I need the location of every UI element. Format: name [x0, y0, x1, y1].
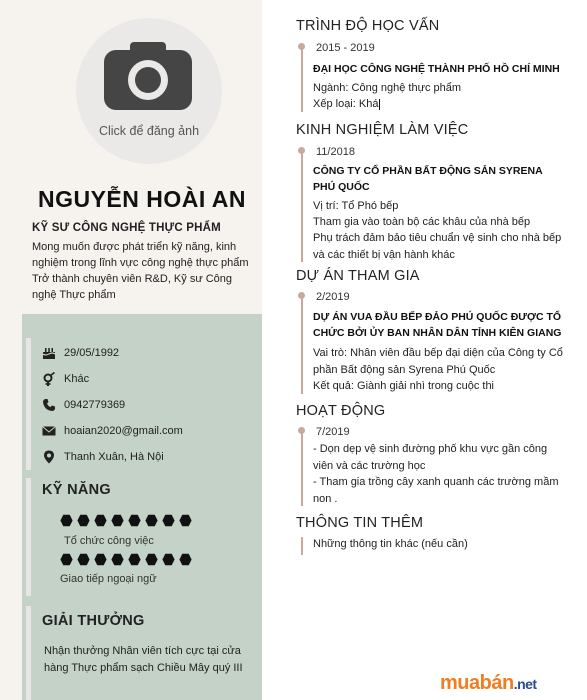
- phone-text: 0942779369: [64, 399, 126, 411]
- location-pin-icon: [42, 450, 56, 464]
- awards-heading: GIẢI THƯỞNG: [42, 613, 145, 629]
- activities-timeline-dot: [298, 427, 305, 434]
- skill-dot: [111, 553, 124, 566]
- camera-icon[interactable]: [104, 42, 192, 110]
- contact-address: [42, 444, 257, 470]
- extra-info-timeline: [301, 537, 303, 555]
- education-major: Ngành: Công nghệ thực phẩm: [313, 82, 462, 94]
- contact-phone: [42, 392, 257, 418]
- skill-dot: [60, 514, 73, 527]
- watermark-logo: muabán.net: [440, 672, 537, 694]
- award-description: Nhận thưởng Nhân viên tích cực tại cửa hàng Thực phẩm sạch Chiều Mây quý III: [44, 645, 243, 674]
- skill-dot: [128, 553, 141, 566]
- experience-date: 11/2018: [316, 146, 355, 158]
- cake-icon: [42, 346, 56, 360]
- text-cursor: [379, 99, 380, 110]
- activities-timeline: [301, 432, 303, 506]
- project-role: Vai trò: Nhân viên đầu bếp đại diện của Công ty Cổ phần Bất động sản Syrena Phú Quốc: [313, 347, 563, 376]
- extra-info-text: Những thông tin khác (nếu cần): [313, 538, 468, 550]
- experience-company: CÔNG TY CỔ PHẦN BẤT ĐỘNG SẢN SYRENA PHÚ QUỐC: [313, 165, 543, 193]
- skill-label-1: Tổ chức công việc: [64, 535, 154, 547]
- awards-divider: [26, 606, 31, 700]
- skills-heading: KỸ NĂNG: [42, 482, 111, 498]
- contact-divider: [26, 338, 31, 470]
- skill-dot: [145, 553, 158, 566]
- skill-dot: [128, 514, 141, 527]
- experience-position: Vị trí: Tổ Phó bếp: [313, 200, 399, 212]
- gender-text: Khác: [64, 373, 90, 385]
- projects-timeline: [301, 297, 303, 394]
- skill-dot: [111, 514, 124, 527]
- full-name: NGUYỄN HOÀI AN: [37, 186, 247, 212]
- skill-dot: [94, 553, 107, 566]
- project-result: Kết quả: Giành giải nhì trong cuộc thi: [313, 380, 495, 392]
- projects-date: 2/2019: [316, 291, 350, 303]
- activities-date: 7/2019: [316, 426, 350, 438]
- activity-item-2: - Tham gia trồng cây xanh quanh các trường mầm non .: [313, 476, 559, 505]
- education-date: 2015 - 2019: [316, 42, 375, 54]
- contact-birthday: [42, 340, 257, 366]
- contact-gender: [42, 366, 257, 392]
- education-timeline-dot: [298, 43, 305, 50]
- envelope-icon: [42, 424, 56, 438]
- skills-divider: [26, 478, 31, 596]
- experience-timeline: [301, 152, 303, 262]
- education-grade: Xếp loại: Khá: [313, 98, 379, 110]
- skill-dot: [77, 553, 90, 566]
- experience-heading: KINH NGHIỆM LÀM VIỆC: [296, 122, 469, 138]
- skill-rating-2: [60, 553, 192, 566]
- phone-icon: [42, 398, 56, 412]
- job-title: KỸ SƯ CÔNG NGHỆ THỰC PHẨM: [32, 222, 221, 234]
- experience-duty-2: Phụ trách đảm bảo tiêu chuẩn vệ sinh cho nhà bếp và các thiết bị vận hành khác: [313, 232, 562, 261]
- photo-upload-caption[interactable]: Click để đăng ảnh: [98, 124, 200, 138]
- skill-dot: [162, 553, 175, 566]
- activity-item-1: - Dọn dẹp vệ sinh đường phố khu vực gần công viên và các trường học: [313, 443, 548, 472]
- contact-email: [42, 418, 257, 444]
- contact-list: [42, 340, 257, 470]
- experience-duty-1: Tham gia vào toàn bộ các khâu của nhà bếp: [313, 216, 531, 228]
- experience-timeline-dot: [298, 147, 305, 154]
- address-text: Thanh Xuân, Hà Nội: [64, 451, 164, 463]
- skill-dot: [94, 514, 107, 527]
- skill-dot: [162, 514, 175, 527]
- skill-dot: [60, 553, 73, 566]
- skill-dot: [145, 514, 158, 527]
- skill-dot: [179, 553, 192, 566]
- skill-rating-1: [60, 514, 192, 527]
- email-text: hoaian2020@gmail.com: [64, 425, 183, 437]
- education-timeline: [301, 48, 303, 112]
- birthday-text: 29/05/1992: [64, 347, 120, 359]
- extra-info-heading: THÔNG TIN THÊM: [296, 515, 424, 531]
- skill-dot: [77, 514, 90, 527]
- projects-timeline-dot: [298, 292, 305, 299]
- project-name: DỰ ÁN VUA ĐẦU BẾP ĐẢO PHÚ QUỐC ĐƯỢC TỔ CHỨC BỞI ỦY BAN NHÂN DÂN TỈNH KIÊN GIANG: [313, 311, 562, 339]
- education-heading: TRÌNH ĐỘ HỌC VẤN: [296, 18, 440, 34]
- career-objective: Mong muốn được phát triển kỹ năng, kinh nghiệm trong lĩnh vực công nghệ thực phẩm Trở thành chuyên viên R&D, Kỹ sư Công nghệ Thực phẩm: [32, 241, 249, 301]
- activities-heading: HOẠT ĐỘNG: [296, 403, 386, 419]
- education-school: ĐẠI HỌC CÔNG NGHỆ THÀNH PHỐ HỒ CHÍ MINH: [313, 63, 560, 75]
- skill-dot: [179, 514, 192, 527]
- projects-heading: DỰ ÁN THAM GIA: [296, 268, 420, 284]
- gender-icon: [42, 372, 56, 386]
- skill-label-2: Giao tiếp ngoại ngữ: [60, 573, 157, 585]
